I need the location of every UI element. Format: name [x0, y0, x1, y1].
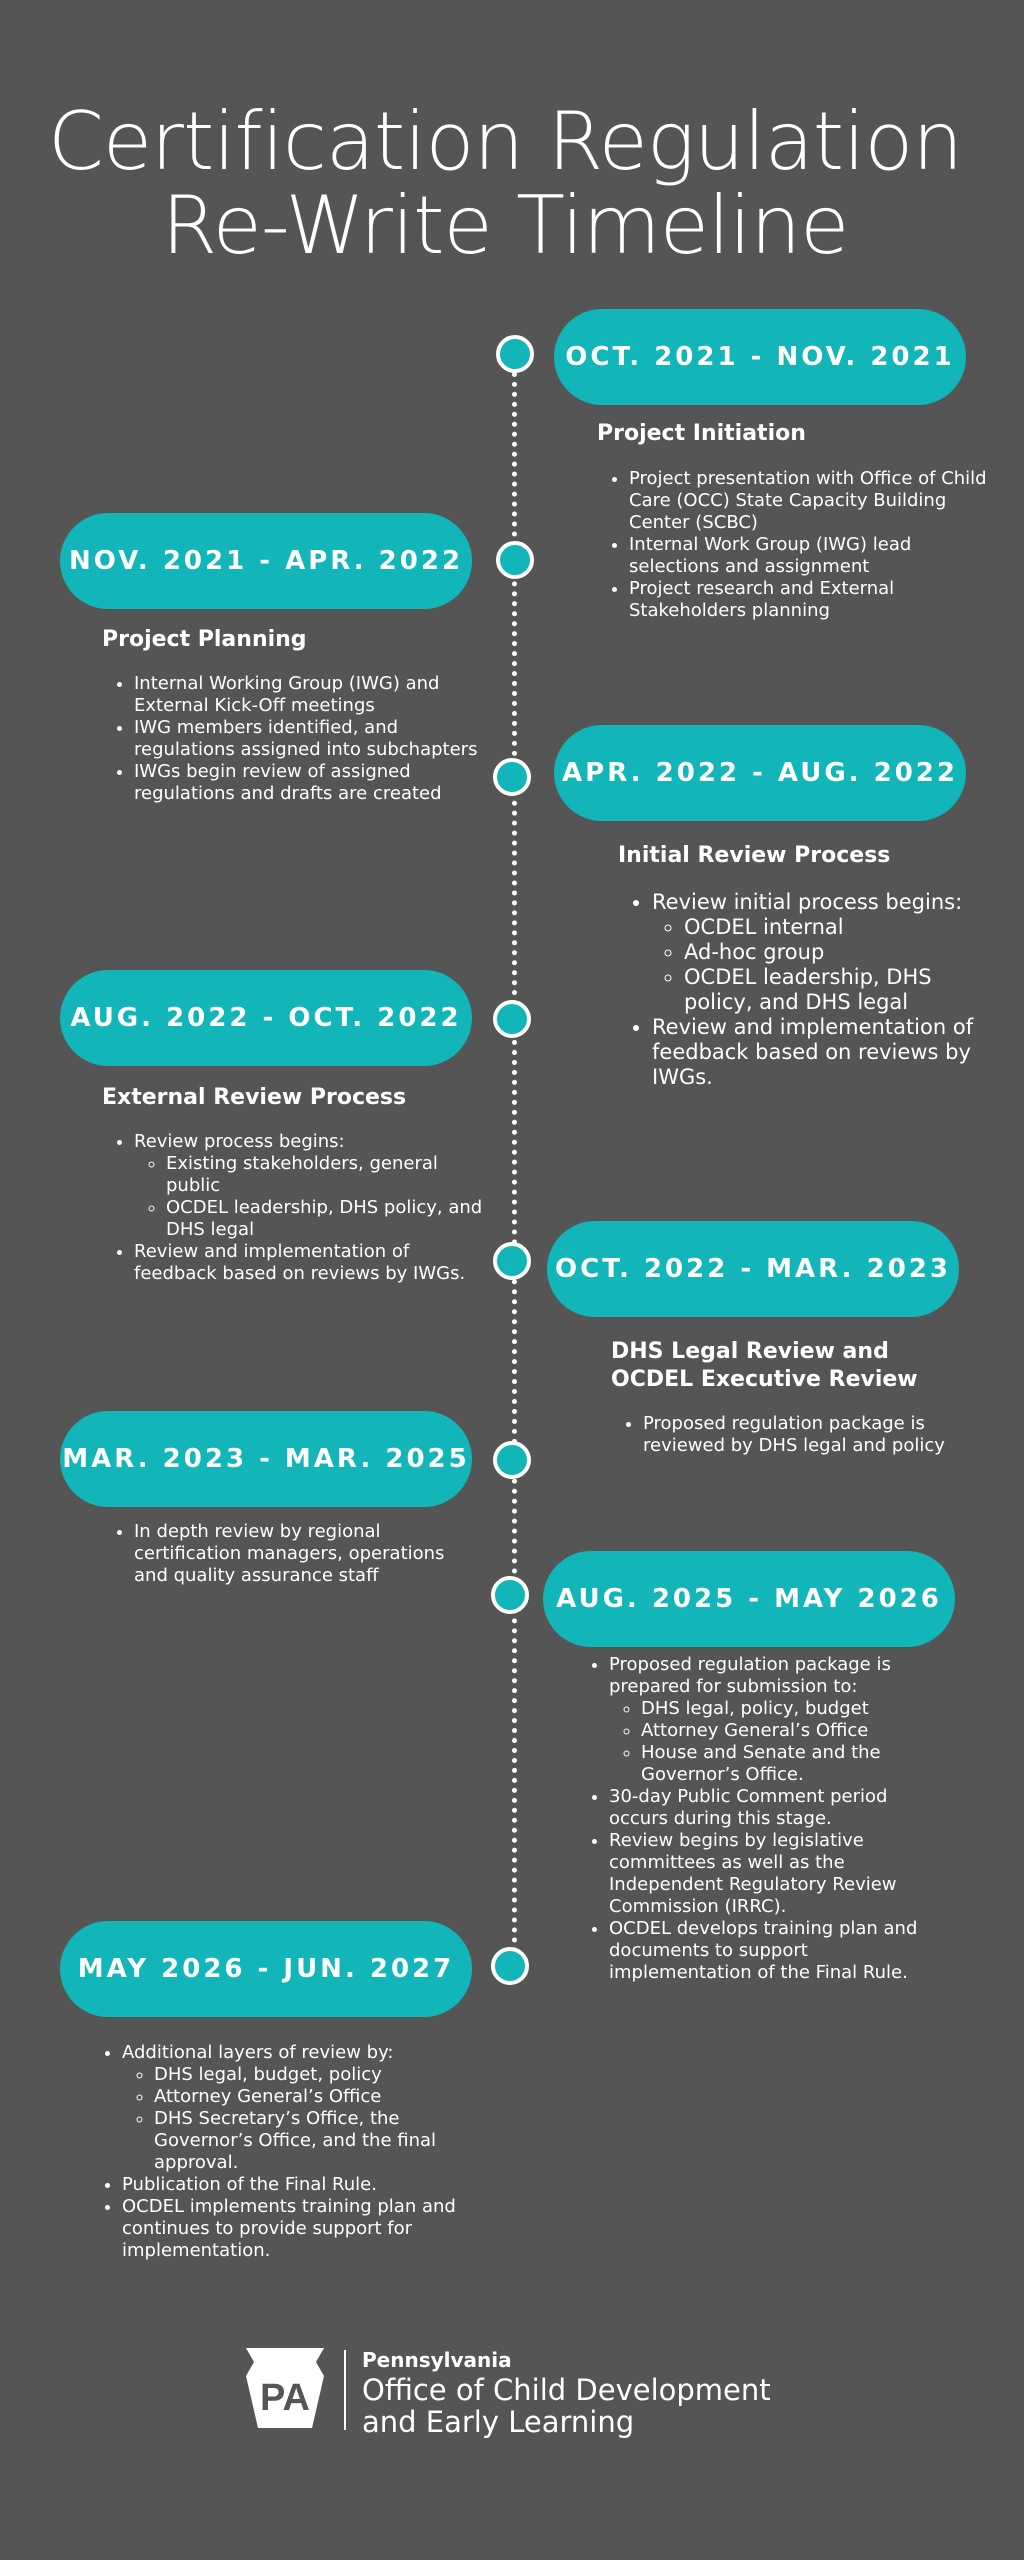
list-item: • Proposed regulation package is reviewed by DHS legal and policy	[643, 1413, 1003, 1457]
list-item-text: Review initial process begins:	[652, 890, 963, 914]
list-item: • OCDEL develops training plan and documents to support implementation of the Final Rule.	[609, 1918, 949, 1984]
keystone-icon	[244, 2348, 326, 2428]
list-item: • IWGs begin review of assigned regulations and drafts are created	[134, 761, 494, 805]
list-item	[134, 1131, 494, 1241]
phase-6-date: MAR. 2023 - MAR. 2025	[60, 1411, 472, 1507]
list-item: • Internal Work Group (IWG) lead selections and assignment	[629, 534, 989, 578]
sub-list-item: ◦ Ad-hoc group	[684, 940, 992, 965]
footer-logo	[244, 2348, 784, 2438]
list-item: • Review and implementation of feedback based on reviews by IWGs.	[134, 1241, 494, 1285]
page-title-line-2: Re-Write Timeline	[161, 179, 849, 272]
sub-list-item: ◦ OCDEL internal	[684, 915, 992, 940]
timeline-node-5	[493, 1242, 531, 1280]
footer-office-name	[362, 2374, 771, 2438]
timeline-node-4	[493, 1000, 531, 1038]
sub-list	[609, 1698, 949, 1786]
list-item	[609, 1654, 949, 1786]
page-title-line-1: Certification Regulation	[47, 95, 963, 188]
keystone-logo-text: PA	[260, 2377, 310, 2419]
sub-list	[122, 2064, 482, 2174]
sub-list-item: ◦ OCDEL leadership, DHS policy, and DHS legal	[166, 1197, 494, 1241]
list-item: • 30-day Public Comment period occurs during this stage.	[609, 1786, 949, 1830]
list-item: • In depth review by regional certification managers, operations and quality assurance staff	[134, 1521, 474, 1587]
phase-5-date: OCT. 2022 - MAR. 2023	[547, 1221, 959, 1317]
sub-list	[652, 915, 992, 1015]
list-item: • Review begins by legislative committees as well as the Independent Regulatory Review Commission (IRRC).	[609, 1830, 949, 1918]
page-title	[0, 95, 1010, 272]
list-item: • Project presentation with Office of Child Care (OCC) State Capacity Building Center (SCBC)	[629, 468, 989, 534]
phase-1-heading: Project Initiation	[597, 421, 806, 446]
timeline-node-1	[496, 335, 534, 373]
sub-list-item: ◦ DHS Secretary’s Office, the Governor’s Office, and the final approval.	[154, 2108, 482, 2174]
list-item-text: Review process begins:	[134, 1131, 345, 1152]
sub-list	[134, 1153, 494, 1241]
footer-state: Pennsylvania	[362, 2348, 512, 2372]
phase-7-list	[577, 1654, 949, 1984]
phase-3-heading: Initial Review Process	[618, 843, 891, 868]
phase-2-heading: Project Planning	[102, 627, 307, 652]
list-item: • Publication of the Final Rule.	[122, 2174, 482, 2196]
footer-divider	[344, 2350, 346, 2430]
sub-list-item: ◦ Attorney General’s Office	[641, 1720, 949, 1742]
phase-7-date: AUG. 2025 - MAY 2026	[543, 1551, 955, 1647]
list-item-text: Additional layers of review by:	[122, 2042, 394, 2063]
phase-8-list	[90, 2042, 482, 2262]
timeline-node-3	[493, 758, 531, 796]
sub-list-item: ◦ OCDEL leadership, DHS policy, and DHS legal	[684, 965, 992, 1015]
footer-office-line-2: and Early Learning	[362, 2405, 635, 2439]
phase-3-date: APR. 2022 - AUG. 2022	[554, 725, 966, 821]
list-item: • Project research and External Stakeholders planning	[629, 578, 989, 622]
footer-office-line-1: Office of Child Development	[362, 2373, 771, 2407]
list-item: • OCDEL implements training plan and continues to provide support for implementation.	[122, 2196, 482, 2262]
phase-6-list	[102, 1521, 474, 1587]
phase-1-list	[597, 468, 989, 622]
timeline-node-6	[493, 1441, 531, 1479]
phase-1-date: OCT. 2021 - NOV. 2021	[554, 309, 966, 405]
list-item	[652, 890, 992, 1015]
phase-2-date: NOV. 2021 - APR. 2022	[60, 513, 472, 609]
sub-list-item: ◦ Existing stakeholders, general public	[166, 1153, 494, 1197]
list-item-text: Proposed regulation package is prepared for submission to:	[609, 1654, 891, 1697]
phase-4-heading: External Review Process	[102, 1085, 407, 1110]
sub-list-item: ◦ DHS legal, budget, policy	[154, 2064, 482, 2086]
list-item: • Review and implementation of feedback based on reviews by IWGs.	[652, 1015, 992, 1090]
list-item	[122, 2042, 482, 2174]
phase-4-date: AUG. 2022 - OCT. 2022	[60, 970, 472, 1066]
sub-list-item: ◦ Attorney General’s Office	[154, 2086, 482, 2108]
sub-list-item: ◦ DHS legal, policy, budget	[641, 1698, 949, 1720]
list-item: • Internal Working Group (IWG) and External Kick-Off meetings	[134, 673, 494, 717]
phase-5-list	[611, 1413, 1003, 1457]
phase-8-date: MAY 2026 - JUN. 2027	[60, 1921, 472, 2017]
sub-list-item: ◦ House and Senate and the Governor’s Office.	[641, 1742, 949, 1786]
timeline-line	[512, 352, 517, 1964]
timeline-node-7	[491, 1576, 529, 1614]
phase-5-heading: DHS Legal Review and OCDEL Executive Review	[611, 1339, 918, 1392]
phase-4-list	[102, 1131, 494, 1285]
timeline-node-8	[491, 1947, 529, 1985]
timeline-node-2	[496, 541, 534, 579]
phase-2-list	[102, 673, 494, 805]
list-item: • IWG members identified, and regulations assigned into subchapters	[134, 717, 494, 761]
phase-3-list	[620, 890, 992, 1090]
